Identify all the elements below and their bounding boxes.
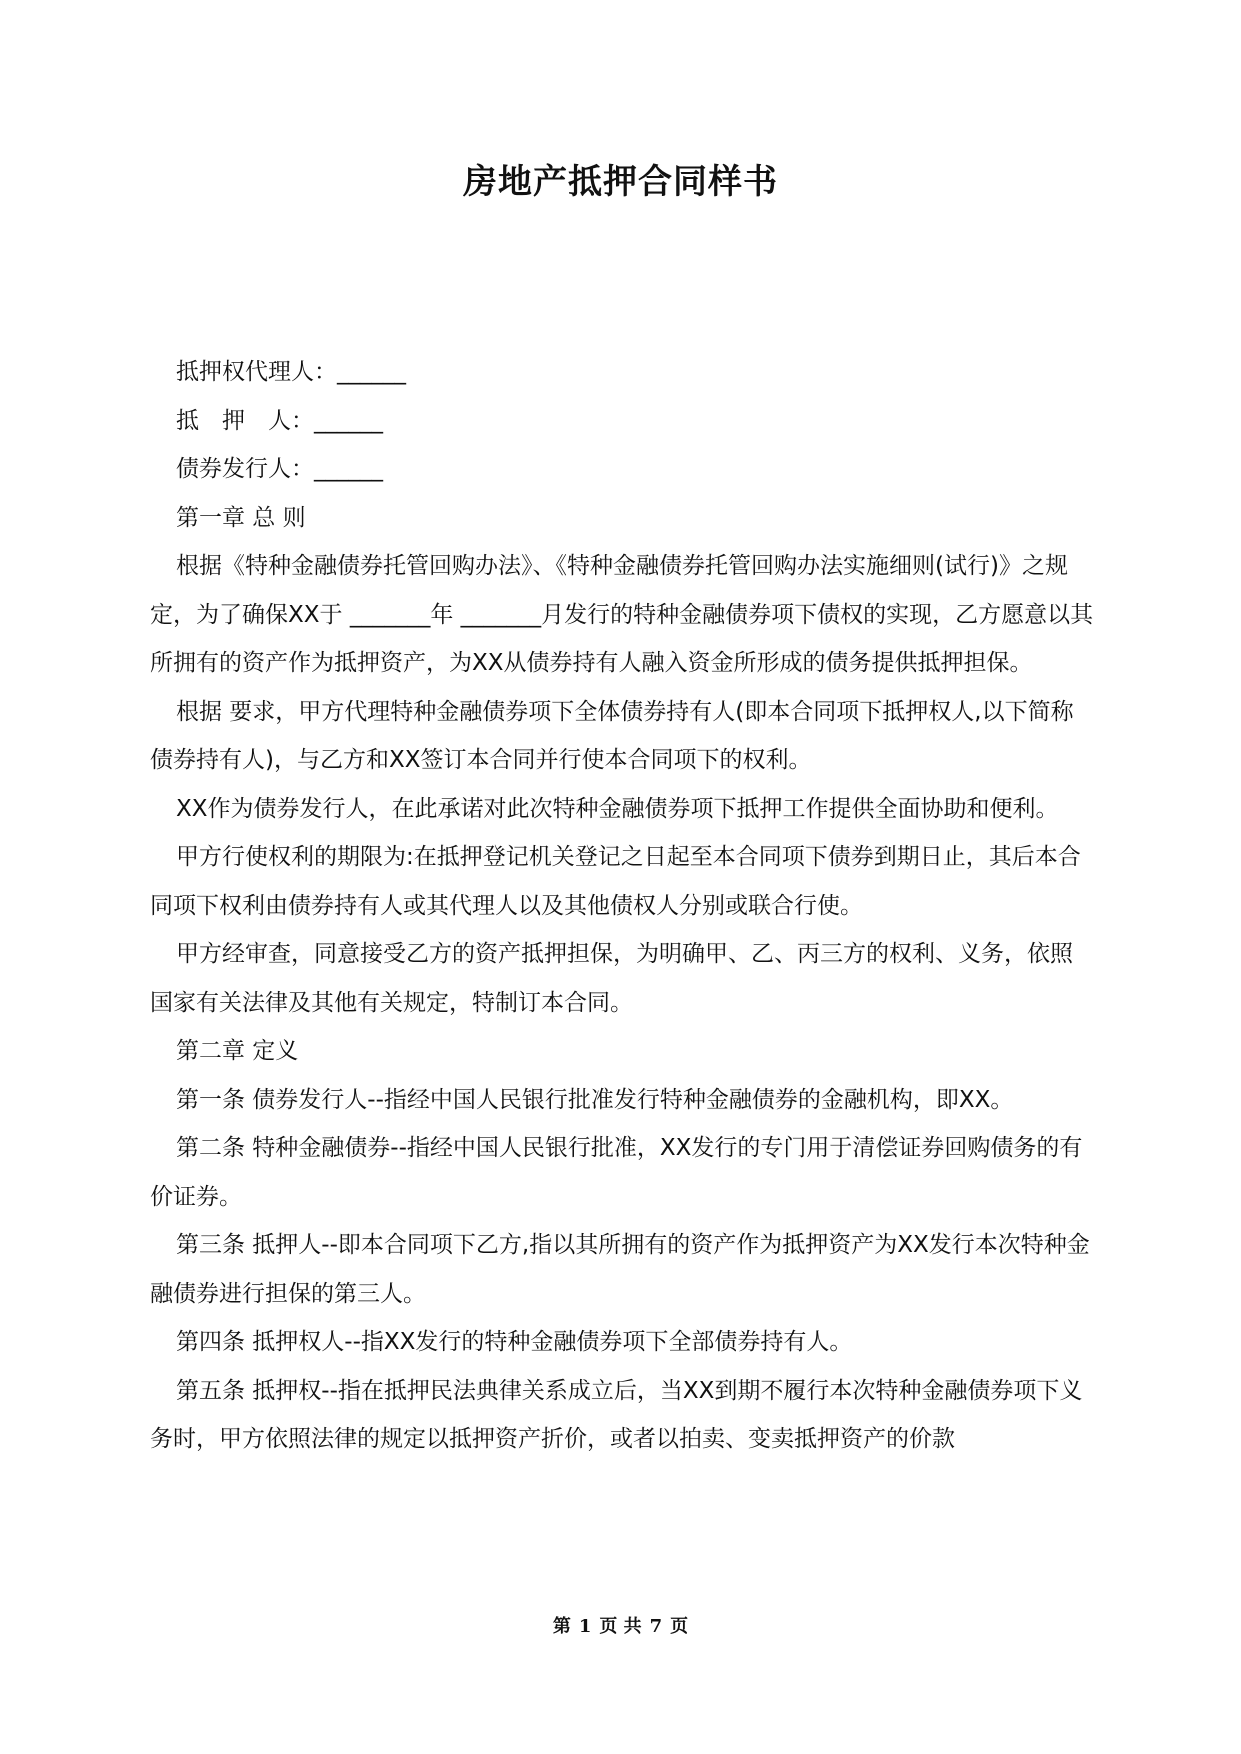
paragraph-requirement: 根据 要求，甲方代理特种金融债券项下全体债券持有人(即本合同项下抵押权人,以下简称债券持有人)，与乙方和XX签订本合同并行使本合同项下的权利。 <box>150 698 1074 773</box>
paragraph-bond-issuer: 债券发行人：______ <box>176 456 383 482</box>
paragraph-rights-term: 甲方行使权利的期限为:在抵押登记机关登记之日起至本合同项下债券到期日止，其后本合同项下权利由债券持有人或其代理人以及其他债权人分别或联合行使。 <box>150 844 1081 919</box>
paragraph-issuer-commitment: XX作为债券发行人，在此承诺对此次特种金融债券项下抵押工作提供全面协助和便利。 <box>176 795 1059 822</box>
document-body <box>150 348 1095 1464</box>
page-total: 7 <box>649 1616 663 1637</box>
page-prefix: 第 <box>552 1616 571 1637</box>
paragraph-mortgagee-agent: 抵押权代理人：______ <box>176 359 406 385</box>
article-1: 第一条 债券发行人--指经中国人民银行批准发行特种金融债券的金融机构，即XX。 <box>176 1086 1014 1113</box>
paragraph-review: 甲方经审查，同意接受乙方的资产抵押担保，为明确甲、乙、丙三方的权利、义务，依照国家有关法律及其他有关规定，特制订本合同。 <box>150 941 1073 1016</box>
paragraph-mortgagor: 抵 押 人：______ <box>176 407 383 434</box>
document-title: 房地产抵押合同样书 <box>463 162 778 202</box>
paragraph-basis: 根据《特种金融债券托管回购办法》、《特种金融债券托管回购办法实施细则(试行)》之规定，为了确保XX于 _______年 _______月发行的特种金融债券项下债权的实现，乙方愿意以其所拥有的资产作为抵押资产，为XX从债券持有人融入资金所形成的债务提供抵押担保。 <box>150 553 1094 676</box>
chapter-heading-1: 第一章 总 则 <box>176 504 306 531</box>
article-3: 第三条 抵押人--即本合同项下乙方,指以其所拥有的资产作为抵押资产为XX发行本次特种金融债券进行担保的第三人。 <box>150 1232 1090 1307</box>
chapter-heading-2: 第二章 定义 <box>176 1038 299 1064</box>
article-2: 第二条 特种金融债券--指经中国人民银行批准，XX发行的专门用于清偿证券回购债务的有价证券。 <box>150 1135 1083 1210</box>
page-footer <box>0 1614 1241 1640</box>
page-middle: 页 共 <box>599 1616 642 1637</box>
article-4: 第四条 抵押权人--指XX发行的特种金融债券项下全部债券持有人。 <box>176 1329 853 1355</box>
page-suffix: 页 <box>670 1616 689 1637</box>
article-5: 第五条 抵押权--指在抵押民法典律关系成立后，当XX到期不履行本次特种金融债券项下义务时，甲方依照法律的规定以抵押资产折价，或者以拍卖、变卖抵押资产的价款 <box>150 1377 1083 1452</box>
page-current: 1 <box>578 1616 592 1637</box>
